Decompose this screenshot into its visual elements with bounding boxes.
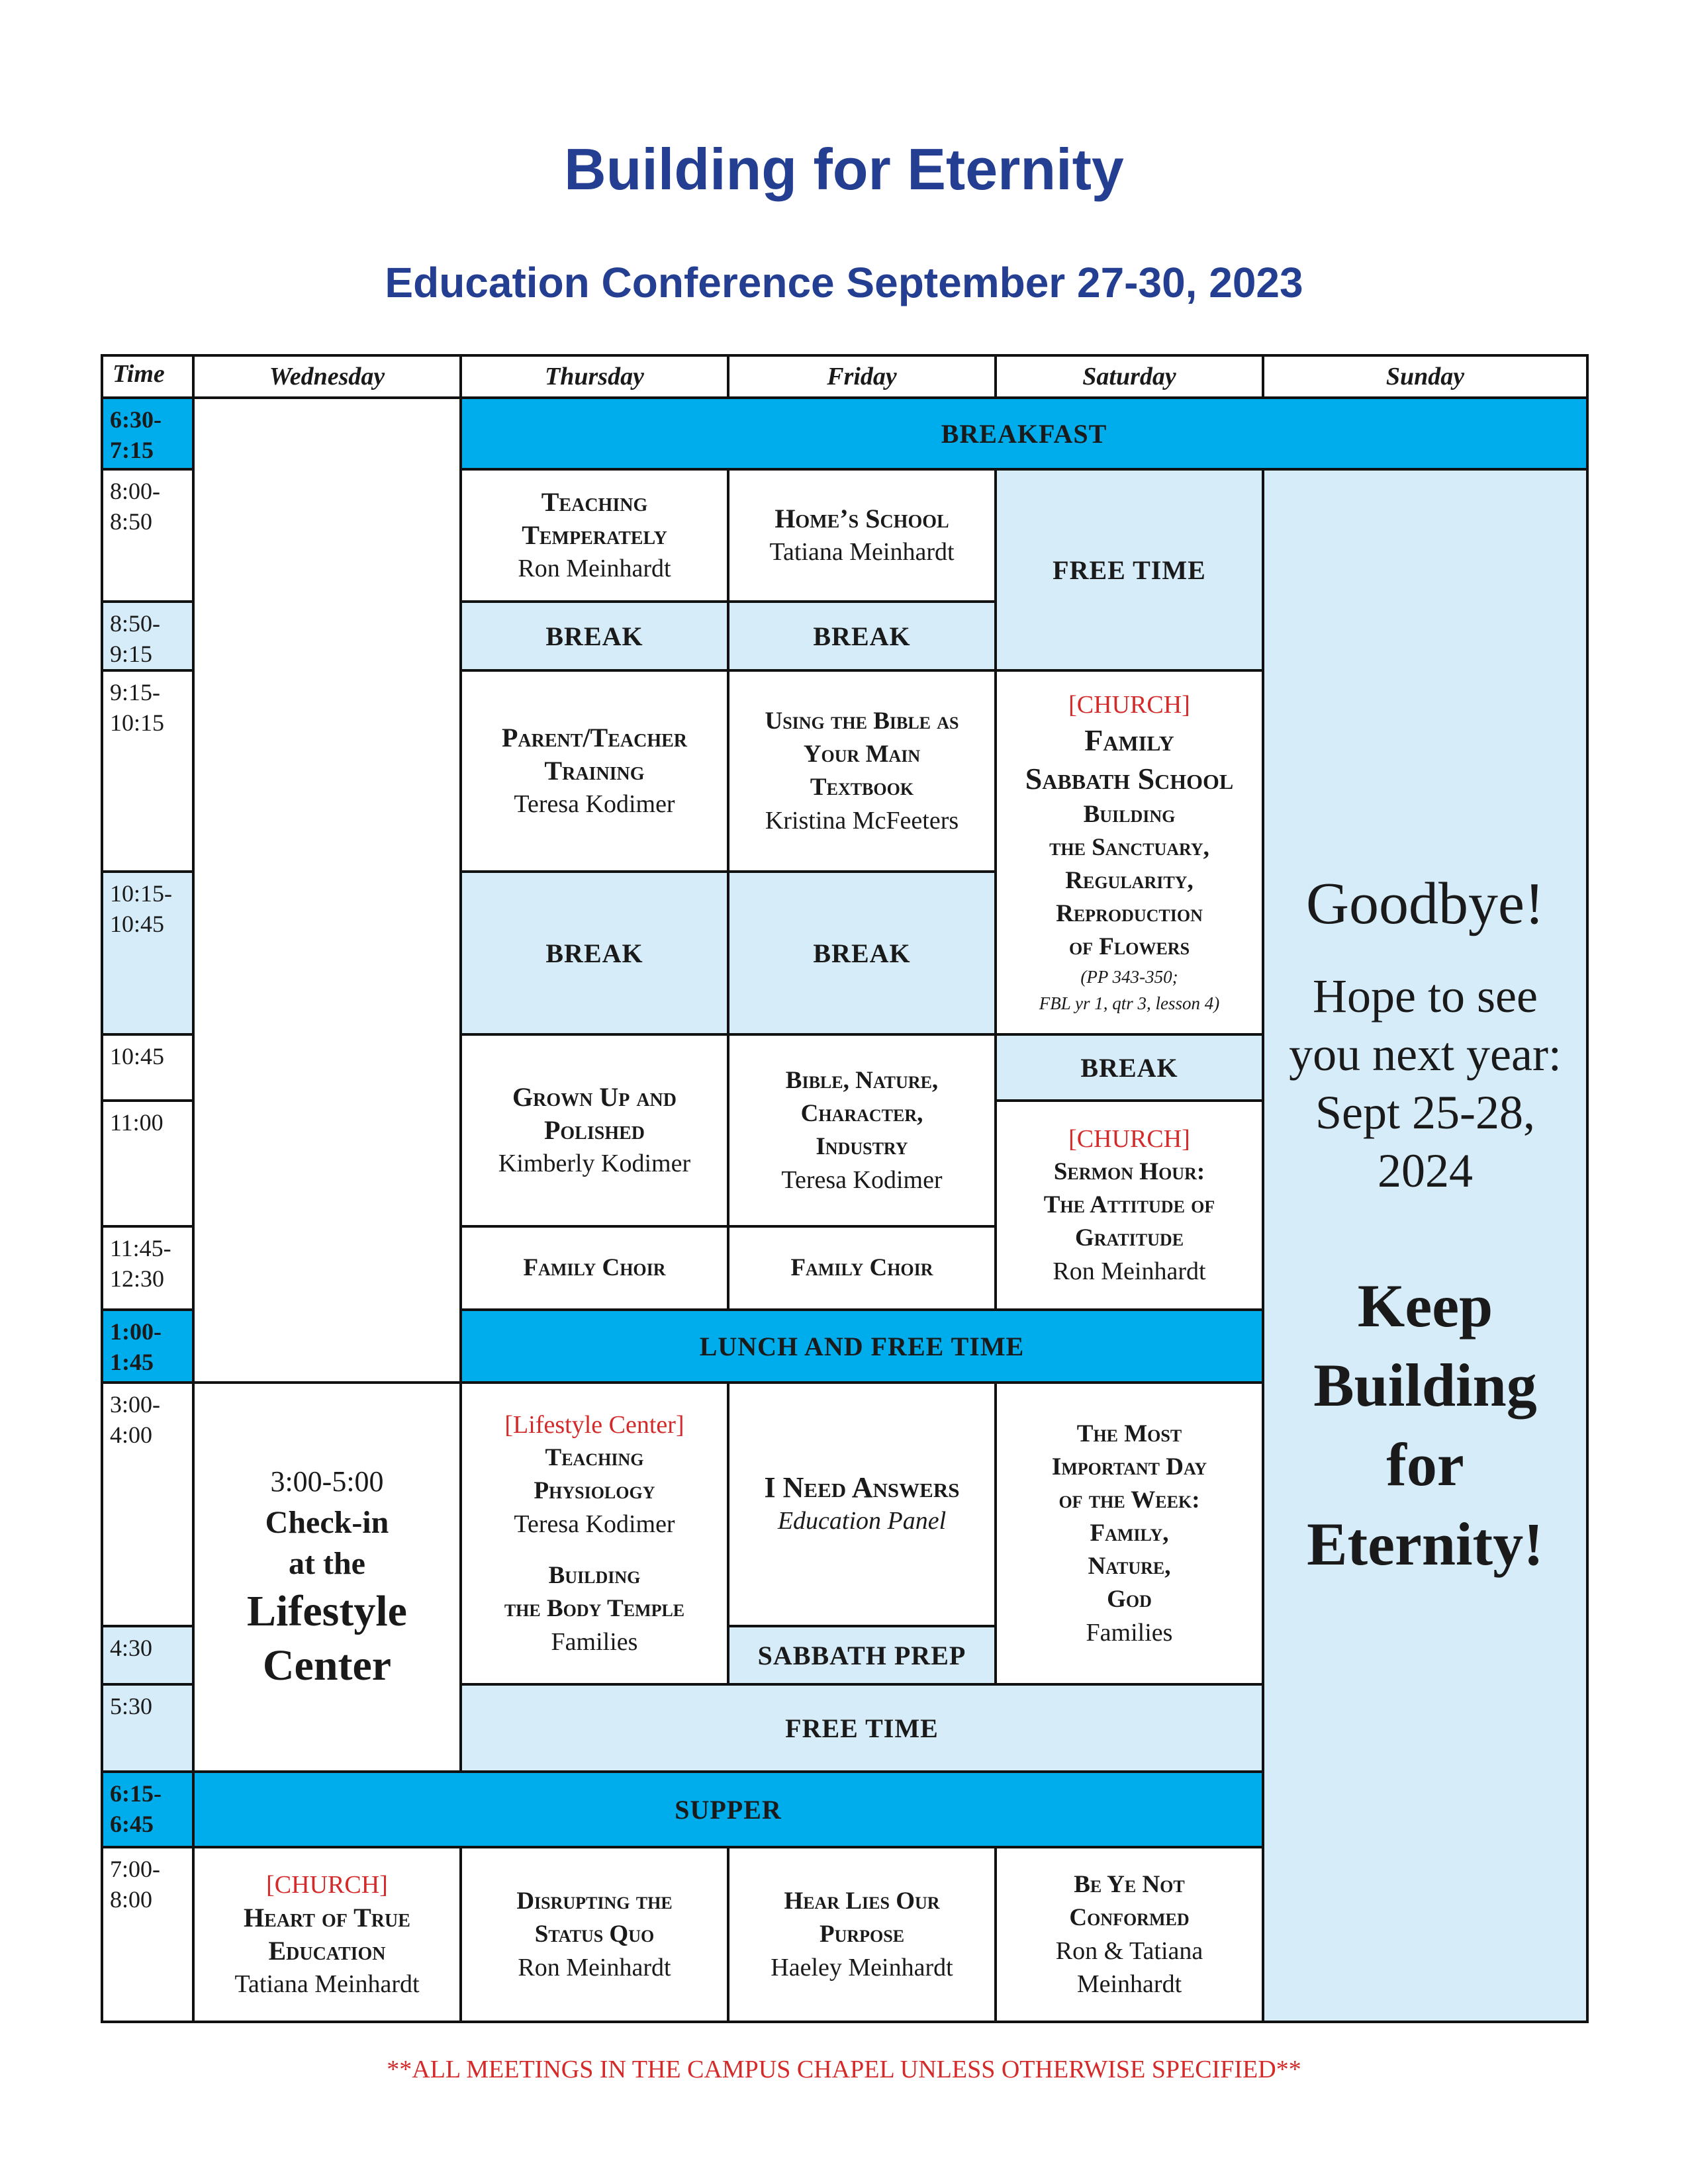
checkin-line: at the — [289, 1546, 365, 1581]
time-slot: 5:30 — [101, 1683, 195, 1773]
col-header-thursday: Thursday — [459, 354, 729, 399]
keep-building-text: Eternity! — [1307, 1510, 1544, 1578]
saturday-sermon-hour — [994, 1099, 1264, 1311]
session-speaker: Tatiana Meinhardt — [234, 1970, 420, 1998]
col-header-friday: Friday — [727, 354, 997, 399]
session-title: Important Day — [1051, 1453, 1207, 1480]
break-block: BREAK — [459, 600, 729, 672]
session-title: Building — [1083, 801, 1176, 828]
saturday-afternoon — [994, 1381, 1264, 1686]
session-title: Grown Up and — [512, 1082, 677, 1112]
time-slot: 11:45- 12:30 — [101, 1225, 195, 1311]
session-speaker: Kimberly Kodimer — [498, 1150, 691, 1177]
wednesday-evening — [192, 1846, 462, 2023]
session-title: Parent/Teacher — [501, 723, 688, 752]
lunch-band: LUNCH AND FREE TIME — [459, 1308, 1264, 1384]
col-header-sunday: Sunday — [1262, 354, 1589, 399]
session-title: Polished — [543, 1115, 645, 1145]
session-title: Reproduction — [1056, 900, 1203, 927]
footer-note: **ALL MEETINGS IN THE CAMPUS CHAPEL UNLESS OTHERWISE SPECIFIED** — [387, 2056, 1301, 2083]
free-time-band: FREE TIME — [459, 1683, 1264, 1773]
checkin-line: Center — [262, 1641, 392, 1690]
session-speaker: Ron Meinhardt — [518, 555, 671, 582]
hope-text: Sept 25-28, — [1315, 1086, 1535, 1139]
saturday-sabbath-school — [994, 669, 1264, 1036]
session-speaker: Families — [1086, 1619, 1173, 1647]
session-title: Industry — [816, 1133, 908, 1160]
session-title: Bible, Nature, — [785, 1067, 939, 1094]
session-title: the Sanctuary, — [1049, 834, 1209, 861]
session-title: the Body Temple — [504, 1595, 685, 1622]
keep-building-text: for — [1386, 1431, 1464, 1498]
session-reference: FBL yr 1, qtr 3, lesson 4) — [1039, 993, 1220, 1013]
break-block: BREAK — [994, 1033, 1264, 1102]
goodbye-text: Goodbye! — [1306, 871, 1544, 936]
session-title: Textbook — [810, 774, 914, 801]
session-title: Character, — [800, 1100, 923, 1127]
sunday-goodbye — [1262, 468, 1589, 2023]
thursday-evening — [459, 1846, 729, 2023]
sabbath-prep: SABBATH PREP — [727, 1625, 997, 1686]
session-title: Physiology — [534, 1477, 655, 1504]
session-title: The Most — [1076, 1420, 1182, 1447]
session-speaker: Kristina McFeeters — [765, 807, 959, 835]
session-title: of the Week: — [1058, 1486, 1200, 1514]
session-title: Family, — [1090, 1520, 1169, 1547]
thursday-session-1 — [459, 468, 729, 603]
location-tag: [CHURCH] — [266, 1871, 388, 1899]
wednesday-empty — [192, 396, 462, 1384]
session-title: Temperately — [522, 520, 667, 550]
friday-session-3 — [727, 1033, 997, 1228]
break-block: BREAK — [727, 870, 997, 1036]
session-speaker: Teresa Kodimer — [781, 1166, 943, 1194]
session-subtitle: Education Panel — [777, 1507, 947, 1535]
session-title: Gratitude — [1074, 1224, 1184, 1251]
session-title: Status Quo — [534, 1921, 655, 1948]
friday-session-4 — [727, 1381, 997, 1627]
time-slot: 8:50- 9:15 — [101, 600, 195, 672]
breakfast-band: BREAKFAST — [459, 396, 1589, 471]
session-title: Conformed — [1069, 1904, 1190, 1931]
location-tag: [CHURCH] — [1068, 1125, 1190, 1153]
session-speaker: Ron Meinhardt — [518, 1954, 671, 1981]
time-slot: 11:00 — [101, 1099, 195, 1228]
session-speaker: Meinhardt — [1076, 1970, 1182, 1998]
session-speaker: Teresa Kodimer — [514, 790, 675, 818]
time-slot: 10:45 — [101, 1033, 195, 1102]
session-title: Building — [548, 1562, 641, 1589]
time-slot: 1:00- 1:45 — [101, 1308, 195, 1384]
col-header-time: Time — [101, 354, 195, 399]
hope-text: 2024 — [1378, 1144, 1473, 1197]
keep-building-text: Keep — [1357, 1272, 1493, 1340]
time-slot: 8:00- 8:50 — [101, 468, 195, 603]
thursday-session-2 — [459, 669, 729, 873]
checkin-line: Lifestyle — [247, 1587, 407, 1635]
location-tag: [CHURCH] — [1068, 691, 1190, 719]
time-slot: 3:00- 4:00 — [101, 1381, 195, 1627]
saturday-free-time: FREE TIME — [994, 468, 1264, 672]
session-speaker: Ron Meinhardt — [1053, 1257, 1206, 1285]
session-title: The Attitude of — [1043, 1191, 1215, 1218]
session-title: Nature, — [1088, 1553, 1171, 1580]
hope-text: you next year: — [1289, 1028, 1562, 1081]
saturday-evening — [994, 1846, 1264, 2023]
time-slot: 10:15- 10:45 — [101, 870, 195, 1036]
session-title: Sabbath School — [1025, 762, 1234, 796]
supper-band: SUPPER — [192, 1770, 1264, 1848]
session-speaker: Haeley Meinhardt — [771, 1954, 953, 1981]
session-title: Hear Lies Our — [784, 1888, 940, 1915]
session-title: Be Ye Not — [1074, 1871, 1185, 1898]
friday-session-1 — [727, 468, 997, 603]
session-title: Teaching — [545, 1444, 644, 1471]
keep-building-text: Building — [1313, 1351, 1537, 1419]
session-title: Purpose — [819, 1921, 905, 1948]
time-slot: 6:15- 6:45 — [101, 1770, 195, 1848]
session-title: Home’s School — [774, 504, 949, 533]
page-title: Building for Eternity — [564, 136, 1124, 202]
friday-evening — [727, 1846, 997, 2023]
session-title: I Need Answers — [764, 1471, 960, 1504]
session-reference: (PP 343-350; — [1080, 967, 1178, 987]
break-block: BREAK — [459, 870, 729, 1036]
session-title: Education — [268, 1936, 386, 1966]
time-slot: 7:00- 8:00 — [101, 1846, 195, 2023]
session-title: Family — [1084, 723, 1174, 757]
session-title: Disrupting the — [516, 1888, 673, 1915]
hope-text: Hope to see — [1313, 970, 1538, 1023]
wednesday-checkin — [192, 1381, 462, 1773]
session-speaker: Tatiana Meinhardt — [769, 538, 955, 566]
session-speaker: Ron & Tatiana — [1055, 1937, 1203, 1965]
family-choir: Family Choir — [727, 1225, 997, 1311]
session-speaker: Teresa Kodimer — [514, 1510, 675, 1538]
thursday-session-3 — [459, 1033, 729, 1228]
thursday-session-4 — [459, 1381, 729, 1686]
break-block: BREAK — [727, 600, 997, 672]
checkin-line: Check-in — [265, 1505, 389, 1540]
checkin-time: 3:00-5:00 — [270, 1465, 384, 1498]
page-subtitle: Education Conference September 27-30, 2023 — [385, 259, 1303, 306]
session-speaker: Families — [551, 1628, 638, 1656]
session-title: of Flowers — [1068, 933, 1190, 960]
time-slot: 6:30- 7:15 — [101, 396, 195, 471]
friday-session-2 — [727, 669, 997, 873]
session-title: Using the Bible as — [765, 707, 959, 735]
family-choir: Family Choir — [459, 1225, 729, 1311]
session-title: Heart of True — [244, 1903, 410, 1933]
time-slot: 9:15- 10:15 — [101, 669, 195, 873]
session-title: Sermon Hour: — [1053, 1158, 1205, 1185]
session-title: God — [1107, 1586, 1152, 1613]
session-title: Regularity, — [1065, 867, 1194, 894]
session-title: Your Main — [803, 741, 921, 768]
location-tag: [Lifestyle Center] — [504, 1411, 684, 1439]
session-title: Training — [544, 756, 645, 786]
col-header-wednesday: Wednesday — [192, 354, 462, 399]
time-slot: 4:30 — [101, 1625, 195, 1686]
session-title: Teaching — [541, 487, 648, 517]
col-header-saturday: Saturday — [994, 354, 1264, 399]
